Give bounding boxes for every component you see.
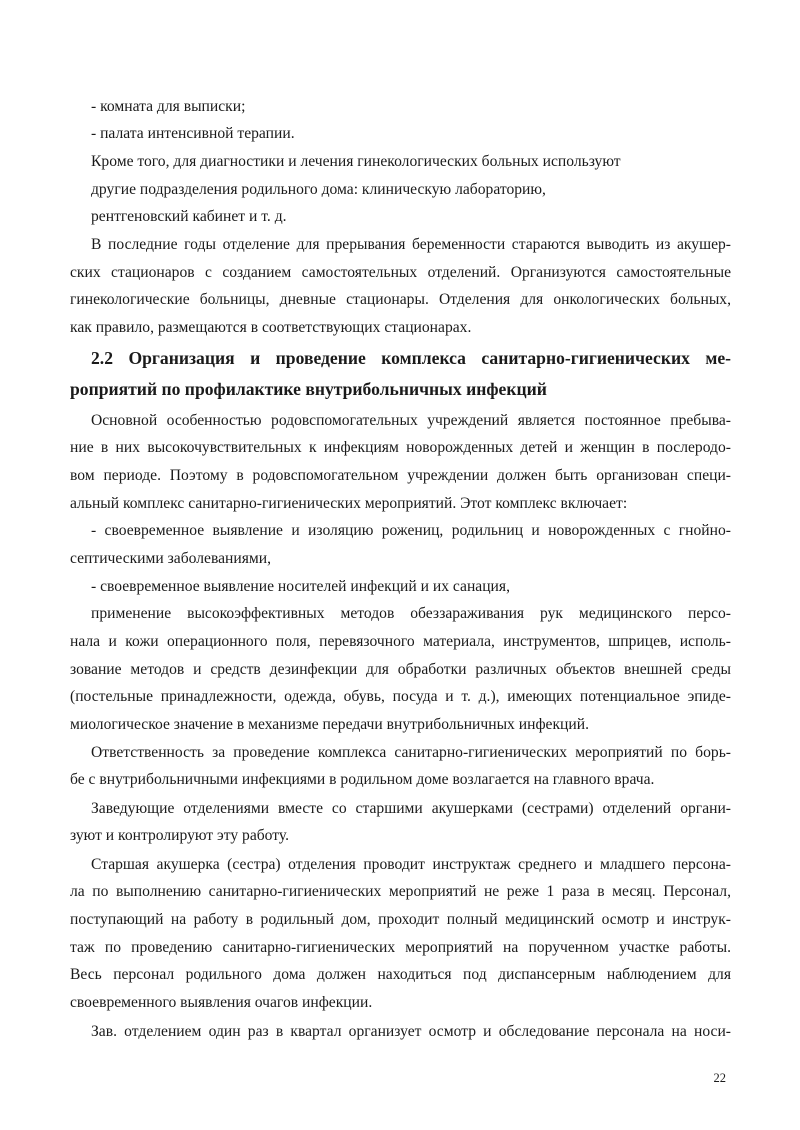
- list-item: - своевременное выявление и изоляцию рожениц, родильниц и новорожденных с гнойно-: [91, 522, 731, 539]
- list-item: - комната для выписки;: [91, 98, 246, 115]
- paragraph-line: поступающий на работу в родильный дом, проходит полный медицинский осмотр и инструк-: [70, 911, 731, 928]
- paragraph-line: альный комплекс санитарно-гигиенических мероприятий. Этот комплекс включает:: [70, 495, 628, 512]
- paragraph-line: Зав. отделением один раз в квартал организует осмотр и обследование персонала на носи-: [91, 1023, 731, 1040]
- section-heading: 2.2 Организация и проведение комплекса санитарно-гигиенических ме-: [91, 348, 731, 368]
- paragraph-line: зование методов и средств дезинфекции для обработки различных объектов внешней среды: [70, 661, 731, 678]
- paragraph-line: своевременного выявления очагов инфекции.: [70, 994, 373, 1011]
- paragraph-line: миологическое значение в механизме передачи внутрибольничных инфекций.: [70, 716, 589, 733]
- paragraph-line: Старшая акушерка (сестра) отделения проводит инструктаж среднего и младшего персона-: [91, 856, 731, 873]
- paragraph-line: Весь персонал родильного дома должен находиться под диспансерным наблюдением для: [70, 966, 731, 983]
- paragraph-line: зуют и контролируют эту работу.: [70, 827, 290, 844]
- paragraph-line: (постельные принадлежности, одежда, обувь, посуда и т. д.), имеющих потенциальное эпиде-: [70, 688, 731, 705]
- section-heading: роприятий по профилактике внутрибольничных инфекций: [70, 379, 547, 399]
- list-item: септическими заболеваниями,: [70, 550, 272, 567]
- paragraph-line: ских стационаров с созданием самостоятельных отделений. Организуются самостоятельные: [70, 264, 731, 281]
- paragraph-line: ние в них высокочувствительных к инфекциям новорожденных детей и женщин в послеродо-: [70, 439, 731, 456]
- paragraph-line: ла по выполнению санитарно-гигиенических мероприятий не реже 1 раза в месяц. Персонал,: [70, 883, 731, 900]
- paragraph-line: бе с внутрибольничными инфекциями в родильном доме возлагается на главного врача.: [70, 771, 655, 788]
- paragraph-line: таж по проведению санитарно-гигиенических мероприятий на порученном участке работы.: [70, 939, 731, 956]
- list-item: - палата интенсивной терапии.: [91, 125, 295, 142]
- paragraph-line: Кроме того, для диагностики и лечения гинекологических больных используют: [91, 153, 621, 170]
- paragraph-line: вом периоде. Поэтому в родовспомогательном учреждении должен быть организован специ-: [70, 467, 731, 484]
- page-number: 22: [713, 1071, 726, 1085]
- paragraph-line: рентгеновский кабинет и т. д.: [91, 208, 287, 225]
- list-item: - своевременное выявление носителей инфекций и их санация,: [91, 578, 510, 595]
- paragraph-line: В последние годы отделение для прерывания беременности стараются выводить из акушер-: [91, 236, 731, 253]
- paragraph-line: Заведующие отделениями вместе со старшими акушерками (сестрами) отделений органи-: [91, 800, 731, 817]
- paragraph-line: как правило, размещаются в соответствующих стационарах.: [70, 319, 472, 336]
- paragraph-line: нала и кожи операционного поля, перевязочного материала, инструментов, шприцев, исполь-: [70, 633, 731, 650]
- paragraph-line: применение высокоэффективных методов обеззараживания рук медицинского персо-: [91, 605, 731, 622]
- paragraph-line: гинекологические больницы, дневные стационары. Отделения для онкологических больных,: [70, 291, 731, 308]
- paragraph-line: Основной особенностью родовспомогательных учреждений является постоянное пребыва-: [91, 412, 731, 429]
- paragraph-line: другие подразделения родильного дома: клиническую лабораторию,: [91, 181, 546, 198]
- paragraph-line: Ответственность за проведение комплекса санитарно-гигиенических мероприятий по борь-: [91, 744, 731, 761]
